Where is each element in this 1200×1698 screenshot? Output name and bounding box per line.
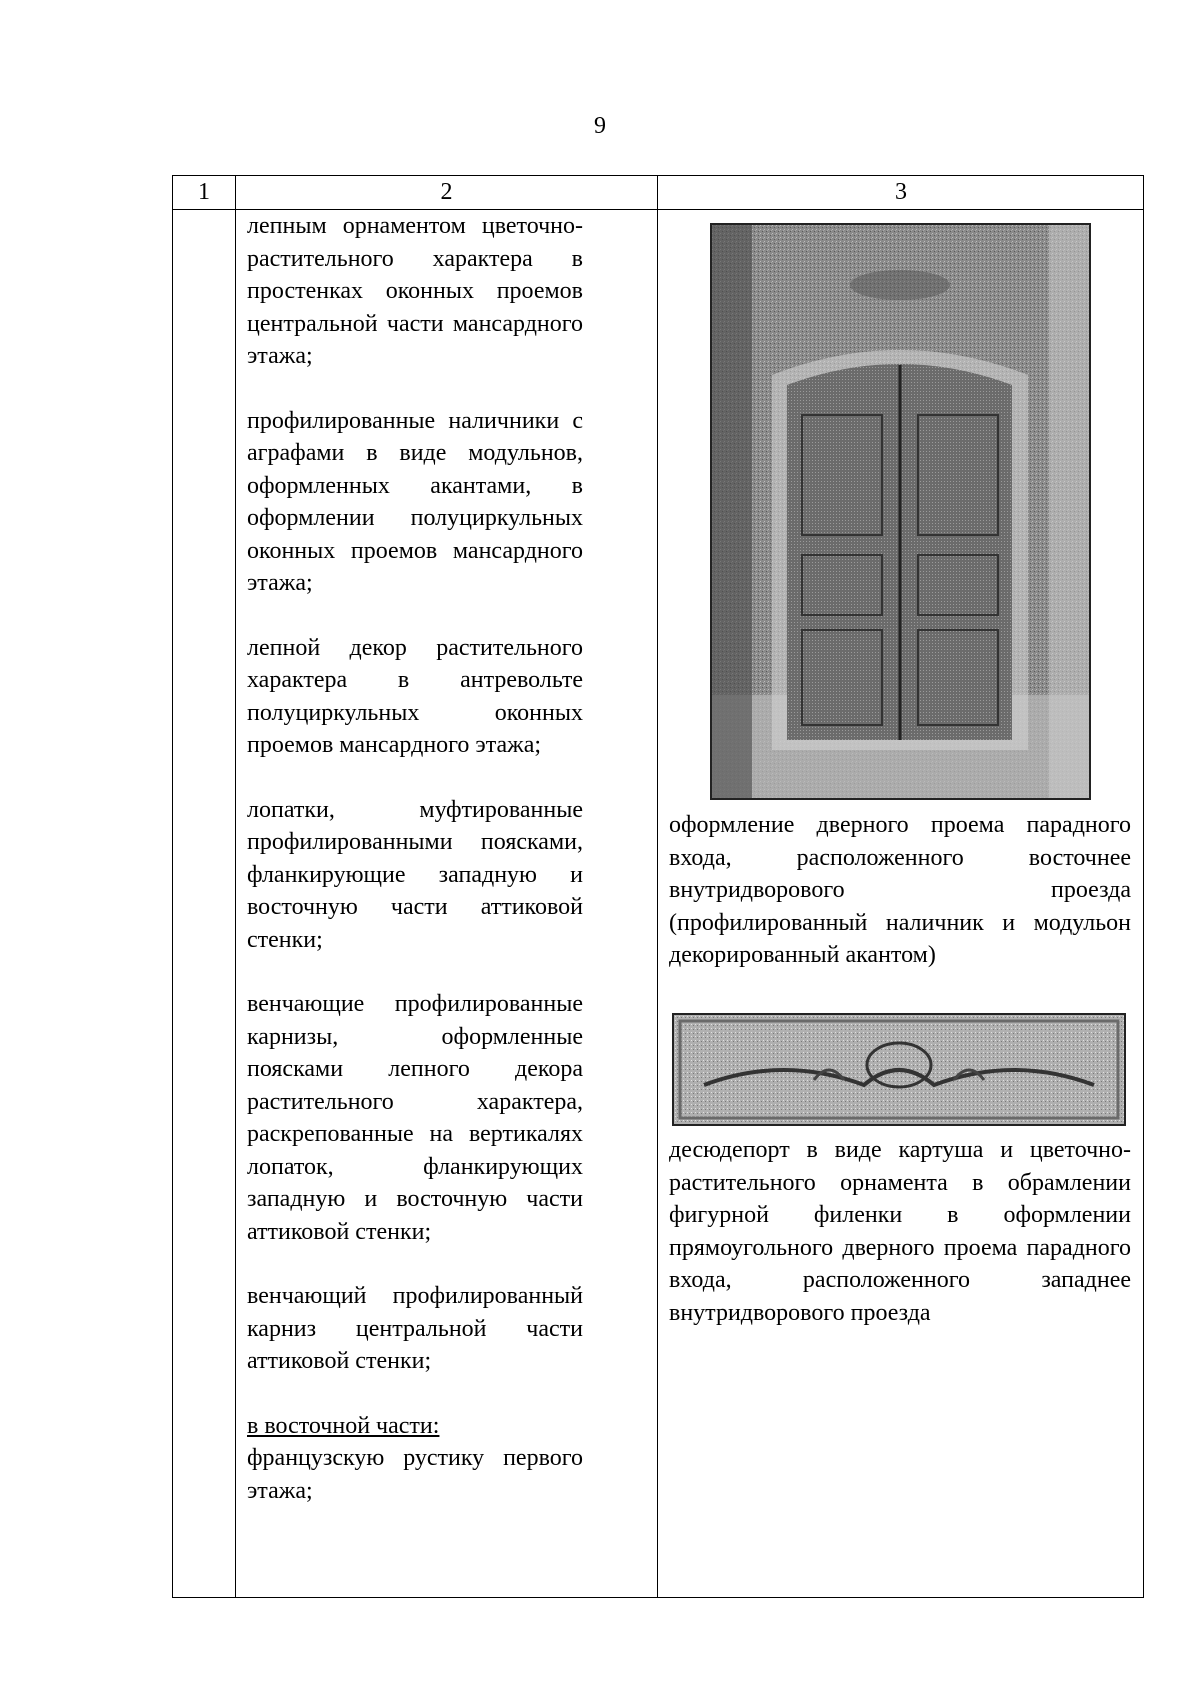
header-col-2: 2 xyxy=(440,179,453,205)
door-caption: оформление дверного проема парадного входа, расположенного восточнее внутридворового проезда (профилированный наличник и модульон декорированный акантом) xyxy=(669,812,1131,968)
page-number: 9 xyxy=(594,113,606,139)
column-divider-2 xyxy=(657,176,658,1597)
section-heading-east: в восточной части: xyxy=(247,1412,440,1439)
overdoor-caption: десюдепорт в виде картуша и цветочно-растительного орнамента в обрамлении фигурной филенки в оформлении прямоугольного дверного проема парадного входа, расположенного западнее внутридворового проезда xyxy=(669,1137,1131,1326)
column-2-text xyxy=(247,210,583,1507)
column-3-caption-2 xyxy=(669,1134,1131,1329)
header-col-3: 3 xyxy=(895,179,907,205)
header-col-1: 1 xyxy=(198,179,210,205)
item-window-casings: профилированные наличники с аграфами в виде модульнов, оформленных акантами, в оформлении полуциркульных оконных проемов мансардного этажа; xyxy=(247,407,583,596)
heritage-table xyxy=(172,175,1144,1598)
column-3-caption-1 xyxy=(669,809,1131,972)
item-rustication: французскую рустику первого этажа; xyxy=(247,1445,583,1504)
item-stucco-decor: лепной декор растительного характера в антревольте полуциркульных оконных проемов мансардного этажа; xyxy=(247,634,583,758)
column-divider-1 xyxy=(235,176,236,1597)
item-cornices: венчающие профилированные карнизы, оформленные поясками лепного декора растительного характера, раскрепованные на вертикалях лопаток, фланкирующих западную и восточную части аттиковой стенки; xyxy=(247,991,583,1245)
item-pilasters: лопатки, муфтированные профилированными поясками, фланкирующие западную и восточную части аттиковой стенки; xyxy=(247,796,583,953)
item-ornament: лепным орнаментом цветочно-растительного характера в простенках оконных проемов центральной части мансардного этажа; xyxy=(247,213,583,369)
item-central-cornice: венчающий профилированный карниз центральной части аттиковой стенки; xyxy=(247,1283,583,1374)
door-photo xyxy=(710,223,1091,800)
overdoor-photo xyxy=(672,1013,1126,1126)
